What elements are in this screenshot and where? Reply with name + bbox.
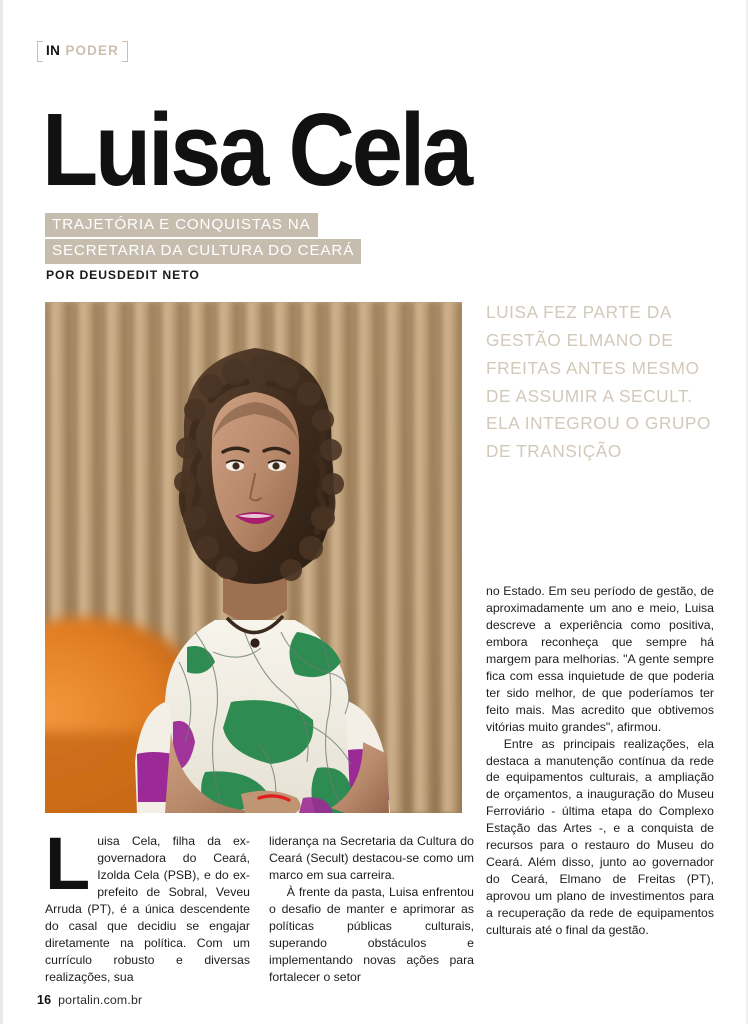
bracket-left-icon [37,41,43,62]
body-column-right [486,583,714,939]
page-title: Luisa Cela [42,93,470,208]
paragraph: liderança na Secretaria da Cultura do Ceará (Secult) destacou-se como um marco em sua carreira. [269,834,474,882]
deck-subtitle [45,213,361,266]
paragraph: no Estado. Em seu período de gestão, de aproximadamente um ano e meio, Luisa descreve a experiência como positiva, embora reconheça que sempre há margem para melhorias. "A gente sempre fica com essa inquietude de que poderia ter sido melhor, de que poderíamos ter feito mais. Mas acredito que obtivemos vitórias muito grandes", afirmou. [486,584,714,734]
portrait-illustration [45,302,462,813]
paragraph: Entre as principais realizações, ela destaca a manutenção contínua da rede de equipamentos culturais, a ampliação de orçamentos, a inauguração do Museu Ferroviário - última etapa do Complexo Estação das Artes -, e a conquista de recursos para o restauro do Museu do Ceará. Além disso, junto ao governador do Ceará, Elmano de Freitas (PT), aprovou um plano de investimentos para a recuperação da rede de equipamentos culturais até o final da gestão. [486,736,714,938]
paragraph: À frente da pasta, Luisa enfrentou o desafio de manter e aprimorar as políticas públicas culturais, superando obstáculos e implementando novas ações para fortalecer o setor [269,884,474,984]
page-number: 16 [37,993,52,1007]
page-footer [37,993,142,1007]
pull-quote: LUISA FEZ PARTE DA GESTÃO ELMANO DE FREITAS ANTES MESMO DE ASSUMIR A SECULT. ELA INTEGROU O GRUPO DE TRANSIÇÃO [486,302,712,462]
section-kicker [37,41,128,62]
deck-line-2: SECRETARIA DA CULTURA DO CEARÁ [45,239,361,263]
bracket-right-icon [122,41,128,62]
body-column-left [45,822,250,986]
drop-cap: L [45,822,91,905]
paragraph: uisa Cela, filha da ex-governadora do Ceará, Izolda Cela (PSB), e do ex-prefeito de Sobral, Veveu Arruda (PT), é a única descendente do casal que decidiu se engajar diretamente na política. Com um currículo robusto e diversas realizações, sua [45,834,250,984]
portrait-photo [45,302,462,813]
deck-line-1: TRAJETÓRIA E CONQUISTAS NA [45,213,318,237]
kicker-prefix: IN [46,43,61,58]
body-column-middle [269,833,474,986]
site-url: portalin.com.br [58,993,143,1007]
kicker-word: PODER [65,43,120,58]
byline: POR DEUSDEDIT NETO [46,268,200,282]
